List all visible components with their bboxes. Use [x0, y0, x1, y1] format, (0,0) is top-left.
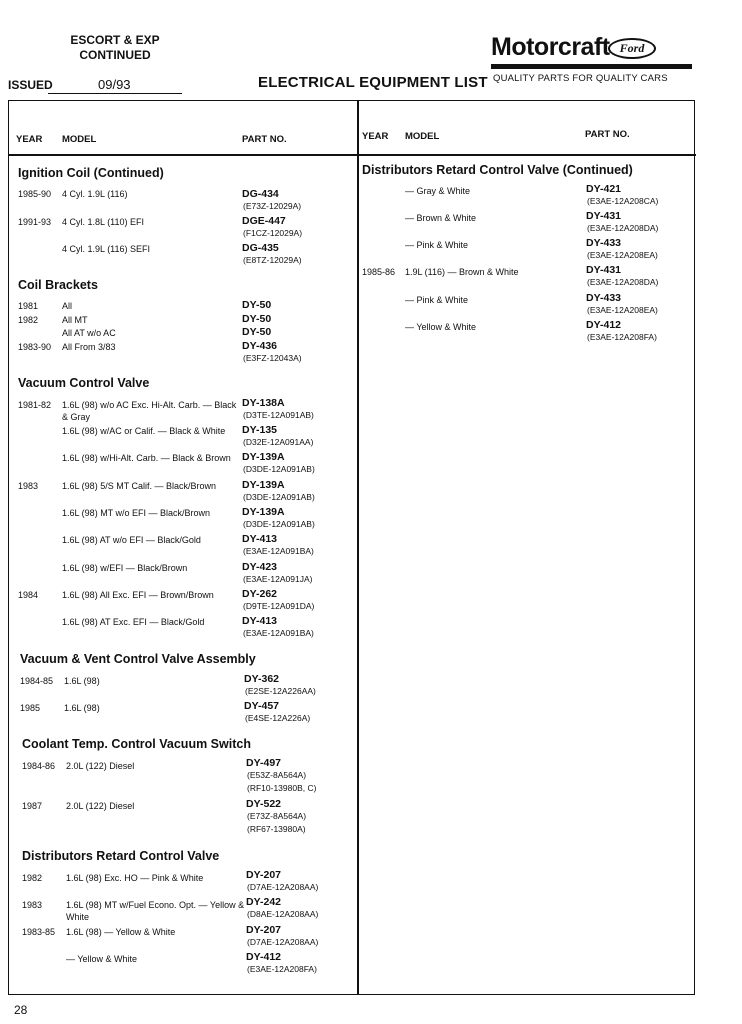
row-model: 1.6L (98) AT w/o EFI — Black/Gold: [62, 535, 201, 545]
part-subnumber: (D3DE-12A091AB): [243, 464, 315, 474]
part-number: DY-262: [242, 588, 278, 600]
part-number: DY-423: [242, 561, 278, 573]
part-number: DY-431: [586, 264, 622, 276]
part-subnumber: (E8TZ-12029A): [243, 255, 302, 265]
part-number: DY-433: [586, 237, 622, 249]
row-model: 2.0L (122) Diesel: [66, 761, 135, 771]
section-title: Distributors Retard Control Valve: [22, 849, 220, 863]
part-subnumber: (E3AE-12A208DA): [587, 277, 659, 287]
part-subnumber: (E3AE-12A208DA): [587, 223, 659, 233]
row-model: — Pink & White: [405, 240, 469, 250]
row-model: — Gray & White: [405, 186, 471, 196]
row-year: 1985-86: [362, 267, 396, 277]
part-subnumber: (E3AE-12A091BA): [243, 546, 314, 556]
row-model: All: [62, 301, 73, 311]
row-model: 1.6L (98): [64, 676, 100, 686]
part-subnumber: (E3FZ-12043A): [243, 353, 302, 363]
row-model: 4 Cyl. 1.9L (116) SEFI: [62, 244, 151, 254]
part-number: DY-242: [246, 896, 282, 908]
part-number: DY-431: [586, 210, 622, 222]
part-subnumber: (E3AE-12A208EA): [587, 305, 658, 315]
ford-logo: Ford: [608, 38, 656, 59]
row-model: 1.6L (98): [64, 703, 100, 713]
part-subnumber: (E3AE-12A091BA): [243, 628, 314, 638]
part-number: DY-413: [242, 615, 278, 627]
part-subnumber: (D9TE-12A091DA): [243, 601, 315, 611]
col-model-left: MODEL: [62, 134, 97, 145]
row-model: 1.6L (98) 5/S MT Calif. — Black/Brown: [62, 481, 217, 491]
part-number: DY-50: [242, 299, 272, 311]
row-model: — Pink & White: [405, 295, 469, 305]
row-model: 1.6L (98) w/AC or Calif. — Black & White: [62, 426, 226, 436]
row-year: 1985-90: [18, 189, 52, 199]
part-number: DG-434: [242, 188, 279, 200]
part-subnumber: (D32E-12A091AA): [243, 437, 314, 447]
part-number: DY-436: [242, 340, 278, 352]
part-subnumber: (E3AE-12A208CA): [587, 196, 659, 206]
row-model: All From 3/83: [62, 342, 116, 352]
header-divider: [8, 154, 696, 156]
row-model: — Yellow & White: [66, 954, 138, 964]
page-number: 28: [14, 1003, 28, 1017]
part-number: DG-435: [242, 242, 279, 254]
section-title: Distributors Retard Control Valve (Continued): [362, 163, 633, 177]
tagline: QUALITY PARTS FOR QUALITY CARS: [493, 73, 668, 84]
part-number: DY-50: [242, 326, 272, 338]
column-divider: [357, 100, 359, 995]
page-title: ELECTRICAL EQUIPMENT LIST: [258, 74, 488, 91]
row-model: 1.6L (98) — Yellow & White: [66, 927, 176, 937]
part-subnumber: (E4SE-12A226A): [245, 713, 311, 723]
row-year: 1983: [22, 900, 43, 910]
row-year: 1984-86: [22, 761, 56, 771]
part-subnumber: (D7AE-12A208AA): [247, 937, 319, 947]
col-part-right: PART NO.: [585, 129, 630, 140]
row-year: 1982: [18, 315, 39, 325]
part-subnumber: (E53Z-8A564A): [247, 770, 307, 780]
row-year: 1983-85: [22, 927, 56, 937]
part-subnumber: (E3AE-12A208EA): [587, 250, 658, 260]
row-model: All MT: [62, 315, 88, 325]
col-year-left: YEAR: [16, 134, 43, 145]
header-line-2: CONTINUED: [79, 48, 151, 62]
row-model: 1.6L (98) w/EFI — Black/Brown: [62, 563, 188, 573]
part-subnumber: (E2SE-12A226AA): [245, 686, 316, 696]
row-model: 1.6L (98) All Exc. EFI — Brown/Brown: [62, 590, 214, 600]
section-title: Coolant Temp. Control Vacuum Switch: [22, 737, 251, 751]
row-model: — Brown & White: [405, 213, 477, 223]
section-title: Vacuum Control Valve: [18, 376, 150, 390]
part-number: DY-362: [244, 673, 280, 685]
part-number: DY-433: [586, 292, 622, 304]
part-number: DY-138A: [242, 397, 285, 409]
part-number: DY-207: [246, 869, 282, 881]
part-number: DY-421: [586, 183, 622, 195]
row-model-continued: & Gray: [62, 412, 91, 422]
row-year: 1987: [22, 801, 43, 811]
section-title: Ignition Coil (Continued): [18, 166, 164, 180]
part-number: DY-457: [244, 700, 280, 712]
row-year: 1984-85: [20, 676, 54, 686]
issued-label: ISSUED: [8, 78, 53, 92]
part-number: DY-139A: [242, 479, 285, 491]
row-year: 1984: [18, 590, 39, 600]
row-model: 4 Cyl. 1.9L (116): [62, 189, 128, 199]
col-year-right: YEAR: [362, 131, 389, 142]
row-year: 1991-93: [18, 217, 52, 227]
row-model: — Yellow & White: [405, 322, 477, 332]
row-year: 1981: [18, 301, 39, 311]
row-model-continued: White: [66, 912, 90, 922]
row-model: 2.0L (122) Diesel: [66, 801, 135, 811]
section-title: Coil Brackets: [18, 278, 98, 292]
part-subnumber: (D7AE-12A208AA): [247, 882, 319, 892]
part-number: DY-497: [246, 757, 282, 769]
part-number: DY-139A: [242, 506, 285, 518]
row-model: 1.6L (98) Exc. HO — Pink & White: [66, 873, 204, 883]
brand-name: Motorcraft: [491, 33, 610, 61]
part-number: DGE-447: [242, 215, 286, 227]
col-part-left: PART NO.: [242, 134, 287, 145]
part-subnumber: (E3AE-12A208FA): [247, 964, 317, 974]
part-number: DY-413: [242, 533, 278, 545]
col-model-right: MODEL: [405, 131, 440, 142]
part-subnumber: (E73Z-8A564A): [247, 811, 307, 821]
row-model: 1.6L (98) w/o AC Exc. Hi-Alt. Carb. — Black: [62, 400, 237, 410]
part-number: DY-207: [246, 924, 282, 936]
row-model: All AT w/o AC: [62, 328, 116, 338]
part-subnumber: (RF67-13980A): [247, 824, 306, 834]
part-subnumber: (E3AE-12A091JA): [243, 574, 313, 584]
row-year: 1981-82: [18, 400, 52, 410]
part-subnumber: (D3TE-12A091AB): [243, 410, 314, 420]
part-number: DY-135: [242, 424, 278, 436]
row-model: 1.9L (116) — Brown & White: [405, 267, 519, 277]
row-model: 1.6L (98) AT Exc. EFI — Black/Gold: [62, 617, 205, 627]
row-model: 1.6L (98) MT w/Fuel Econo. Opt. — Yellow &: [66, 900, 245, 910]
row-model: 1.6L (98) MT w/o EFI — Black/Brown: [62, 508, 211, 518]
part-number: DY-412: [586, 319, 622, 331]
part-subnumber: (F1CZ-12029A): [243, 228, 303, 238]
part-subnumber: (D8AE-12A208AA): [247, 909, 319, 919]
part-subnumber: (E3AE-12A208FA): [587, 332, 657, 342]
part-subnumber: (D3DE-12A091AB): [243, 519, 315, 529]
section-title: Vacuum & Vent Control Valve Assembly: [20, 652, 256, 666]
part-subnumber: (D3DE-12A091AB): [243, 492, 315, 502]
issued-date: 09/93: [98, 77, 131, 92]
part-number: DY-50: [242, 313, 272, 325]
row-year: 1983: [18, 481, 39, 491]
row-model: 4 Cyl. 1.8L (110) EFI: [62, 217, 145, 227]
brand-bar: [491, 64, 692, 69]
part-number: DY-139A: [242, 451, 285, 463]
part-subnumber: (E73Z-12029A): [243, 201, 302, 211]
row-year: 1982: [22, 873, 43, 883]
part-number: DY-412: [246, 951, 282, 963]
part-number: DY-522: [246, 798, 282, 810]
row-model: 1.6L (98) w/Hi-Alt. Carb. — Black & Brown: [62, 453, 231, 463]
row-year: 1985: [20, 703, 41, 713]
part-subnumber: (RF10-13980B, C): [247, 783, 317, 793]
row-year: 1983-90: [18, 342, 52, 352]
header-line-1: ESCORT & EXP: [70, 33, 160, 47]
